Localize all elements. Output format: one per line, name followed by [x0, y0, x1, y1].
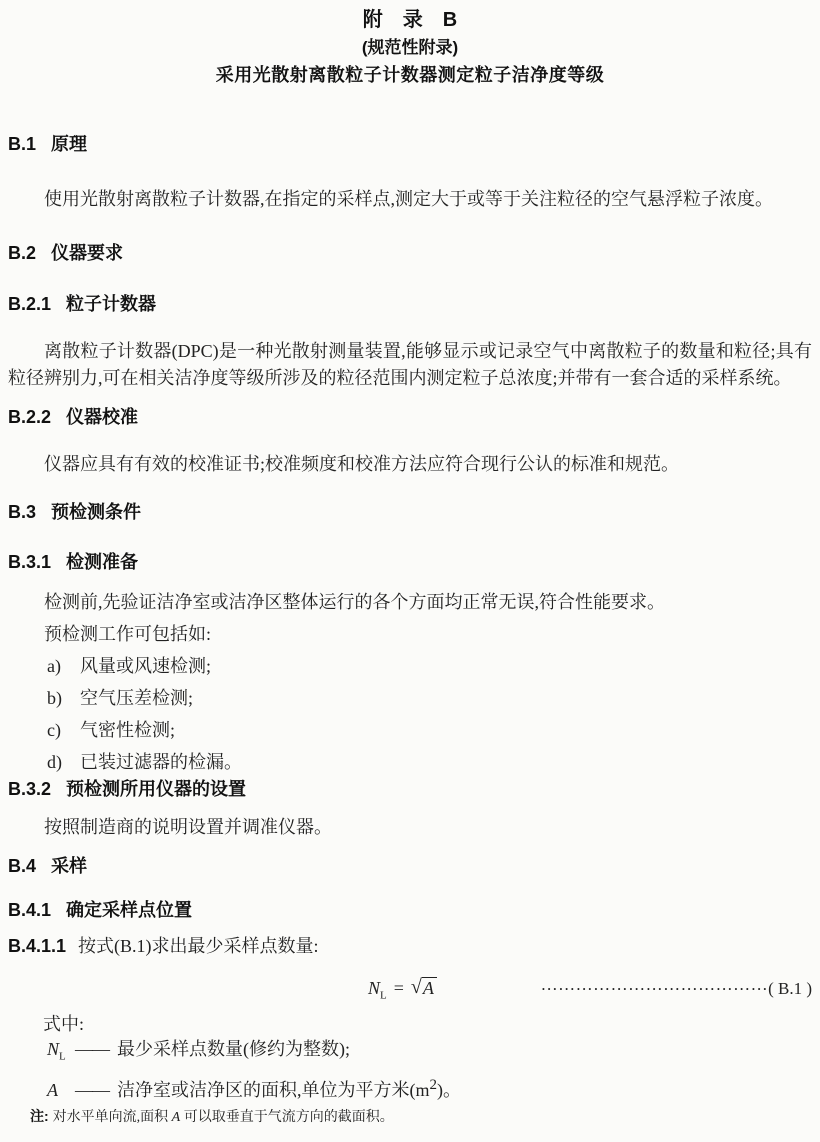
appendix-title: 采用光散射离散粒子计数器测定粒子洁净度等级	[215, 65, 605, 85]
list-item-d-text: 已装过滤器的检漏。	[80, 752, 242, 772]
heading-b2-title: 仪器要求	[51, 243, 124, 263]
heading-b41-number: B.4.1	[8, 900, 52, 920]
where-symbol-nl	[47, 1035, 75, 1071]
formula-b1-equation	[368, 973, 437, 1011]
pretest-verify-line: 检测前,先验证洁净室或洁净区整体运行的各个方面均正常无误,符合性能要求。	[44, 592, 665, 612]
paragraph-pretest	[8, 586, 812, 650]
list-item-c-label: c)	[47, 720, 61, 740]
list-item-b-text: 空气压差检测;	[80, 688, 194, 708]
formula-var-n-subscript: L	[380, 989, 387, 1002]
heading-b4-title: 采样	[51, 856, 88, 876]
heading-b411-text: 按式(B.1)求出最少采样点数量:	[78, 936, 319, 956]
where-desc-a-pre: 洁净室或洁净区的面积,单位为平方米(m	[117, 1079, 430, 1100]
footnote-text-pre: 对水平单向流,面积	[52, 1109, 172, 1125]
heading-b22-number: B.2.2	[8, 407, 52, 427]
pretest-list	[8, 650, 812, 778]
heading-b4-number: B.4	[8, 856, 37, 876]
heading-b3-title: 预检测条件	[51, 502, 142, 522]
list-item-c	[8, 714, 812, 746]
list-item-c-text: 气密性检测;	[80, 720, 176, 740]
heading-b1	[8, 133, 812, 155]
heading-b31-title: 检测准备	[66, 552, 139, 572]
where-dash-2: ——	[75, 1079, 109, 1100]
heading-b31-number: B.3.1	[8, 552, 52, 572]
heading-b3	[8, 501, 812, 523]
heading-b21	[8, 293, 812, 315]
heading-b411-number: B.4.1.1	[8, 936, 67, 956]
footnote-text-post: 可以取垂直于气流方向的截面积。	[180, 1109, 394, 1125]
sqrt-symbol: √	[410, 976, 422, 998]
list-item-a-text: 风量或风速检测;	[80, 656, 212, 676]
list-item-b	[8, 682, 812, 714]
heading-b22	[8, 406, 812, 428]
heading-b411	[8, 935, 812, 957]
where-desc-a-post: )。	[437, 1079, 461, 1100]
heading-b21-number: B.2.1	[8, 294, 52, 314]
heading-b31	[8, 551, 812, 573]
paragraph-calibration: 仪器应具有有效的校准证书;校准频度和校准方法应符合现行公认的标准和规范。	[44, 454, 679, 474]
footnote	[8, 1107, 812, 1127]
where-desc-nl: 最少采样点数量(修约为整数);	[117, 1039, 350, 1059]
appendix-label: 附 录 B	[362, 9, 458, 31]
footnote-var-a: A	[171, 1109, 181, 1125]
heading-b4	[8, 855, 812, 877]
where-var-a: A	[47, 1079, 58, 1100]
appendix-category: (规范性附录)	[361, 38, 459, 57]
formula-number: ( B.1 )	[768, 979, 812, 998]
paragraph-principle: 使用光散射离散粒子计数器,在指定的采样点,测定大于或等于关注粒径的空气悬浮粒子浓度。	[44, 189, 773, 209]
formula-radicand	[422, 977, 437, 998]
equals-sign: =	[393, 978, 404, 998]
heading-b22-title: 仪器校准	[66, 407, 139, 427]
where-item-a	[8, 1071, 812, 1104]
list-item-a-label: a)	[47, 656, 61, 676]
heading-b41	[8, 899, 812, 921]
list-item-a	[8, 650, 812, 682]
heading-b21-title: 粒子计数器	[66, 294, 157, 314]
where-label: 式中:	[43, 1014, 85, 1034]
pretest-intro-line: 预检测工作可包括如:	[44, 624, 212, 644]
list-item-d-label: d)	[47, 752, 62, 772]
where-var-n-subscript: L	[59, 1050, 66, 1063]
paragraph-dpc: 离散粒子计数器(DPC)是一种光散射测量装置,能够显示或记录空气中离散粒子的数量和粒径;具有粒径辨别力,可在相关洁净度等级所涉及的粒径范围内测定粒子总浓度;并带有一套合适的采样系统。	[8, 341, 812, 388]
heading-b1-title: 原理	[51, 134, 88, 154]
footnote-label: 注:	[30, 1107, 49, 1124]
formula-leader	[541, 973, 812, 1004]
where-item-nl	[8, 1035, 812, 1071]
heading-b3-number: B.3	[8, 502, 37, 522]
heading-b41-title: 确定采样点位置	[66, 900, 193, 920]
paragraph-setup: 按照制造商的说明设置并调准仪器。	[44, 817, 332, 837]
formula-b1-row	[8, 973, 812, 1003]
where-dash-1: ——	[75, 1039, 109, 1059]
heading-b2-number: B.2	[8, 243, 37, 263]
heading-b32-title: 预检测所用仪器的设置	[66, 779, 247, 799]
list-item-d	[8, 746, 812, 778]
formula-var-n: N	[368, 978, 381, 998]
dot-leader: …………………………………	[540, 975, 769, 994]
where-var-n: N	[47, 1039, 60, 1059]
heading-b32-number: B.3.2	[8, 779, 52, 799]
heading-b1-number: B.1	[8, 134, 37, 154]
where-symbol-a	[47, 1076, 75, 1104]
formula-var-a: A	[422, 978, 434, 998]
list-item-b-label: b)	[47, 688, 62, 708]
heading-b2	[8, 242, 812, 264]
where-desc-a-superscript: 2	[429, 1076, 437, 1093]
where-desc-a	[117, 1076, 461, 1100]
heading-b32	[8, 778, 812, 800]
